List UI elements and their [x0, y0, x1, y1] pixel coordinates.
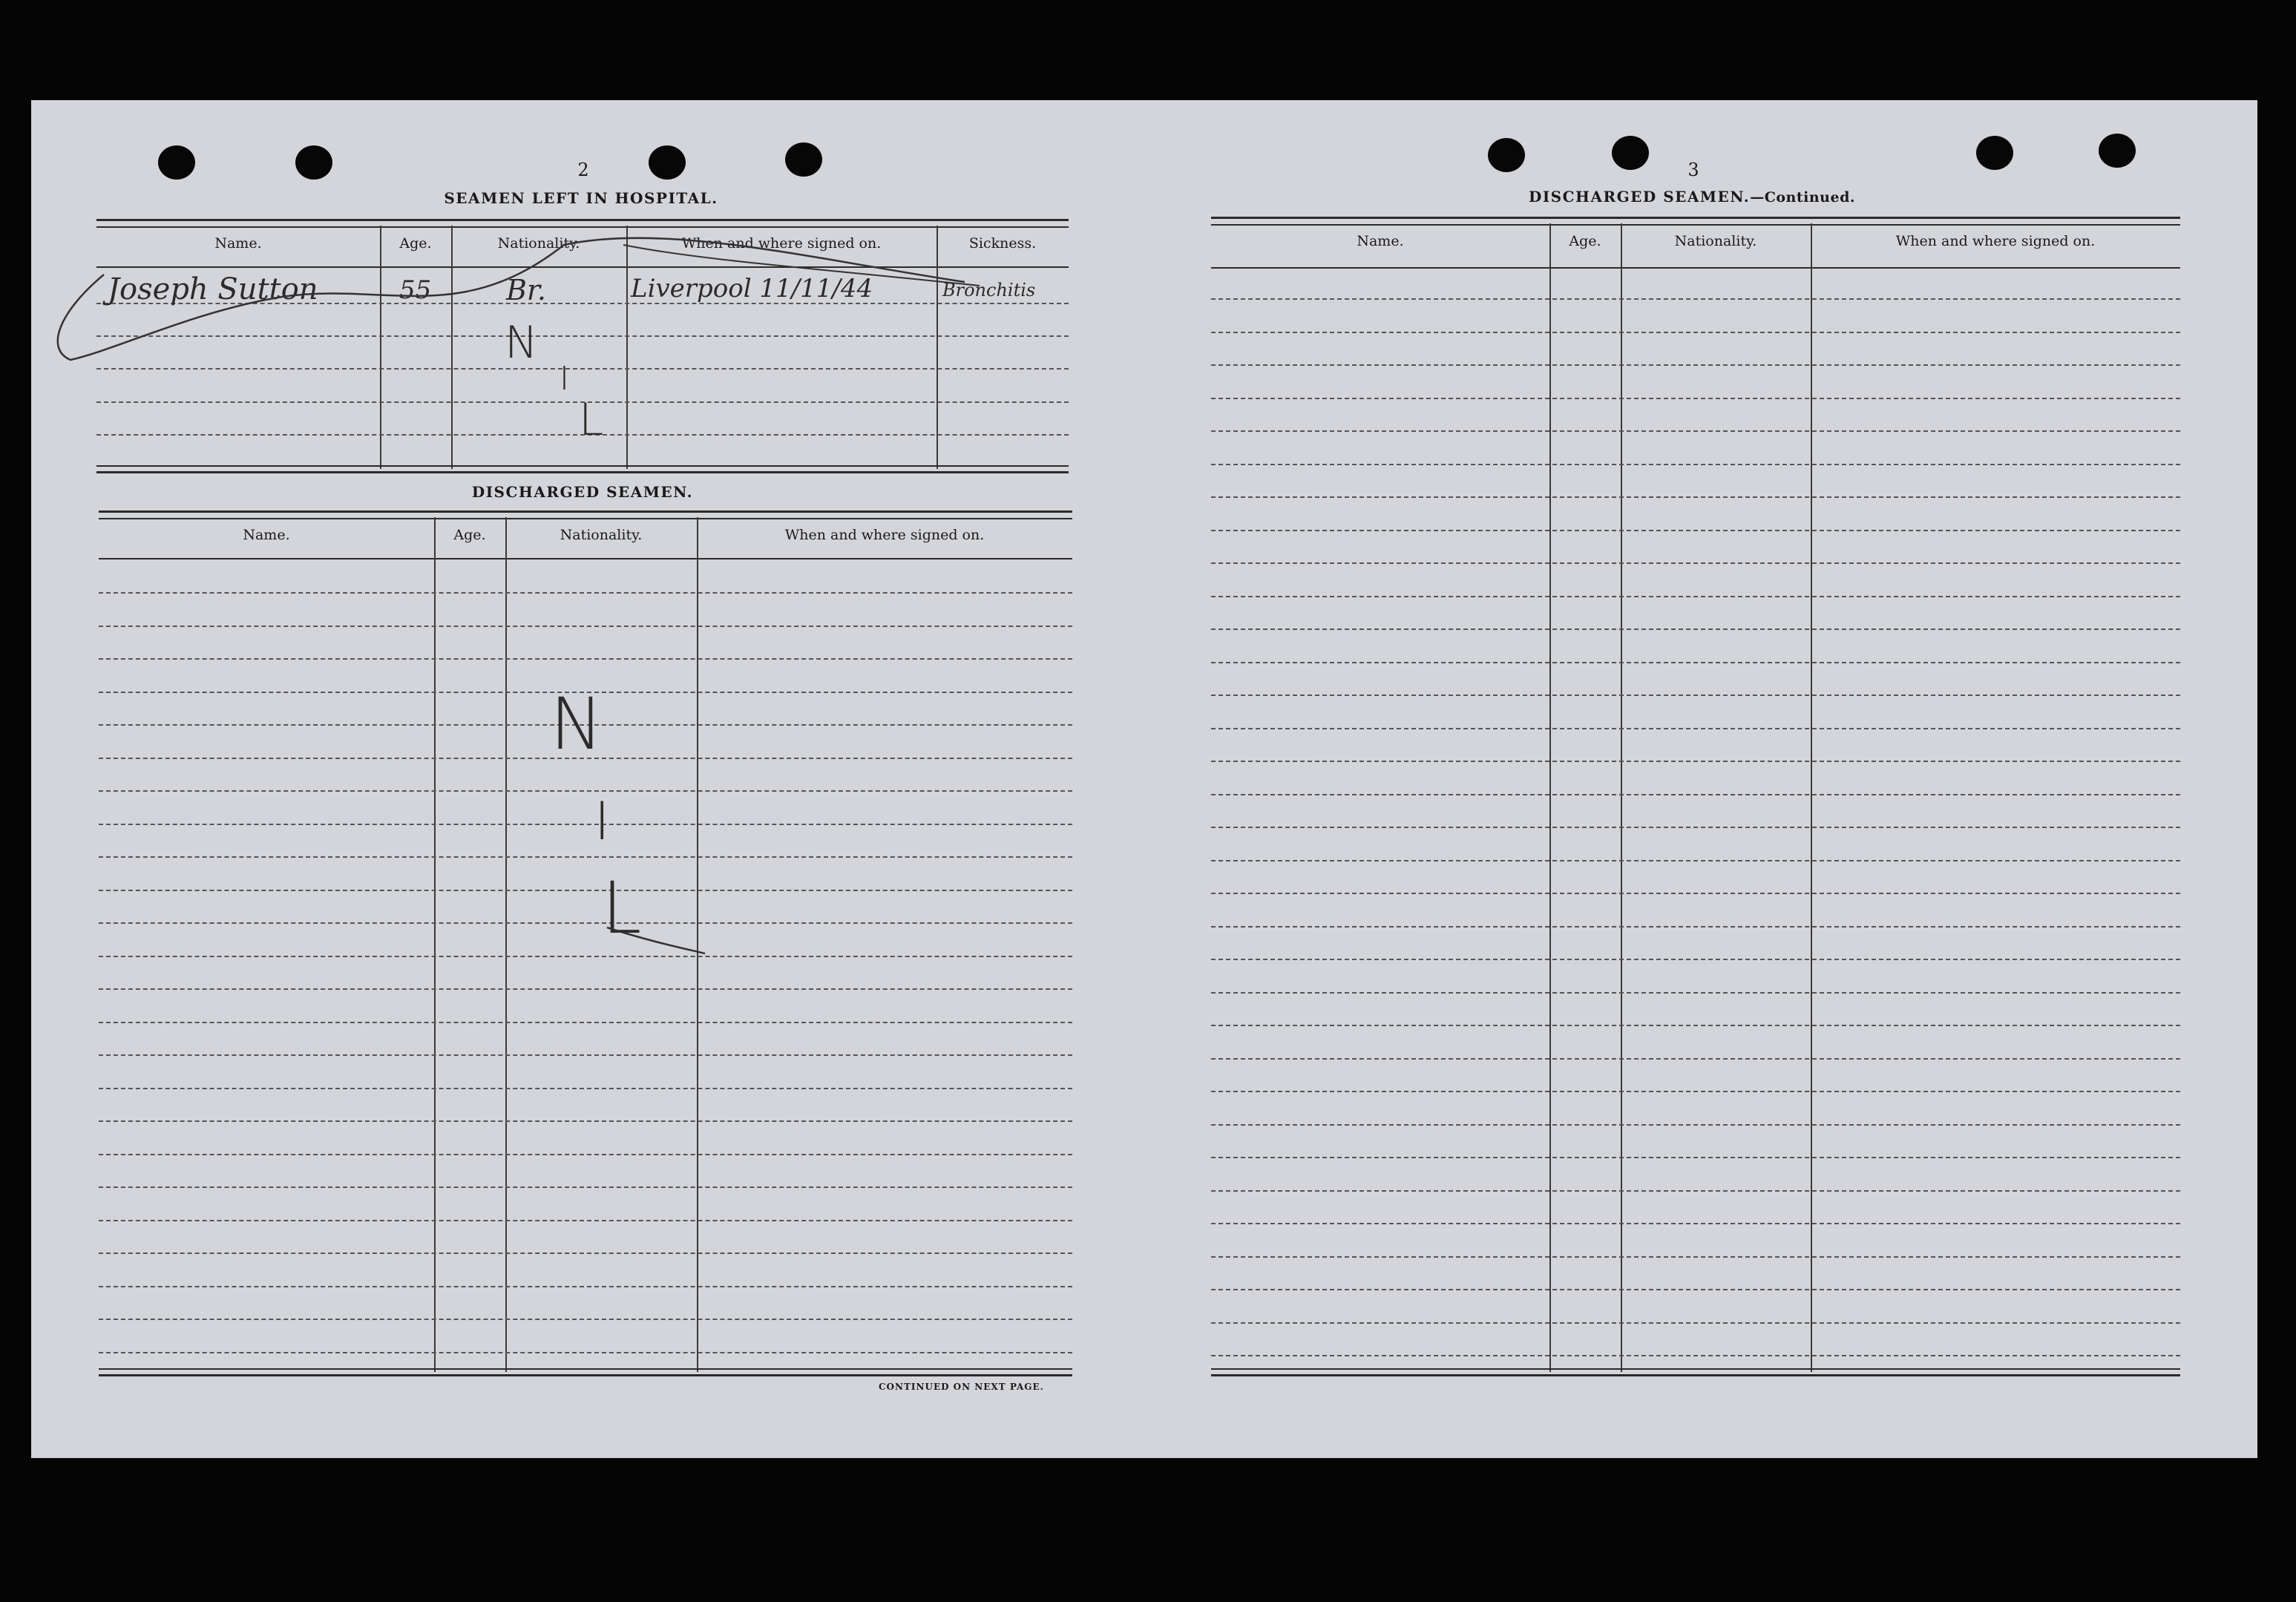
nil-mark-letter: I [560, 360, 569, 398]
page-number-right: 3 [1687, 160, 1699, 180]
col-signed-on: When and where signed on. [681, 235, 882, 252]
col-name: Name. [1357, 233, 1404, 249]
continued-note: CONTINUED ON NEXT PAGE. [879, 1382, 1044, 1392]
col-signed-on: When and where signed on. [1895, 233, 2096, 249]
nil-mark-letter: N [550, 683, 603, 766]
entry-sickness: Bronchitis [942, 280, 1036, 301]
entry-name: Joseph Sutton [108, 272, 318, 306]
nil-mark-letter: I [594, 791, 610, 852]
entry-signed-on: Liverpool 11/11/44 [631, 274, 873, 303]
col-age: Age. [399, 235, 432, 252]
nil-mark-letter: N [505, 317, 538, 369]
hospital-section-title: SEAMEN LEFT IN HOSPITAL. [444, 189, 718, 207]
nil-mark-letter: L [579, 394, 604, 446]
col-age: Age. [453, 527, 486, 543]
col-nationality: Nationality. [497, 235, 580, 252]
col-age: Age. [1569, 233, 1601, 249]
col-name: Name. [214, 235, 262, 252]
discharged-continued-suffix: —Continued. [1750, 189, 1855, 206]
col-nationality: Nationality. [560, 527, 643, 543]
nil-mark-letter: L [602, 867, 642, 950]
col-signed-on: When and where signed on. [784, 527, 985, 543]
col-nationality: Nationality. [1674, 233, 1757, 249]
discharged-continued-title-main: DISCHARGED SEAMEN. [1528, 188, 1751, 206]
col-name: Name. [243, 527, 290, 543]
discharged-section-title: DISCHARGED SEAMEN. [471, 483, 694, 501]
page-number-left: 2 [577, 160, 589, 180]
col-sickness: Sickness. [968, 235, 1037, 252]
entry-nationality: Br. [506, 274, 546, 306]
entry-age: 55 [399, 275, 432, 305]
